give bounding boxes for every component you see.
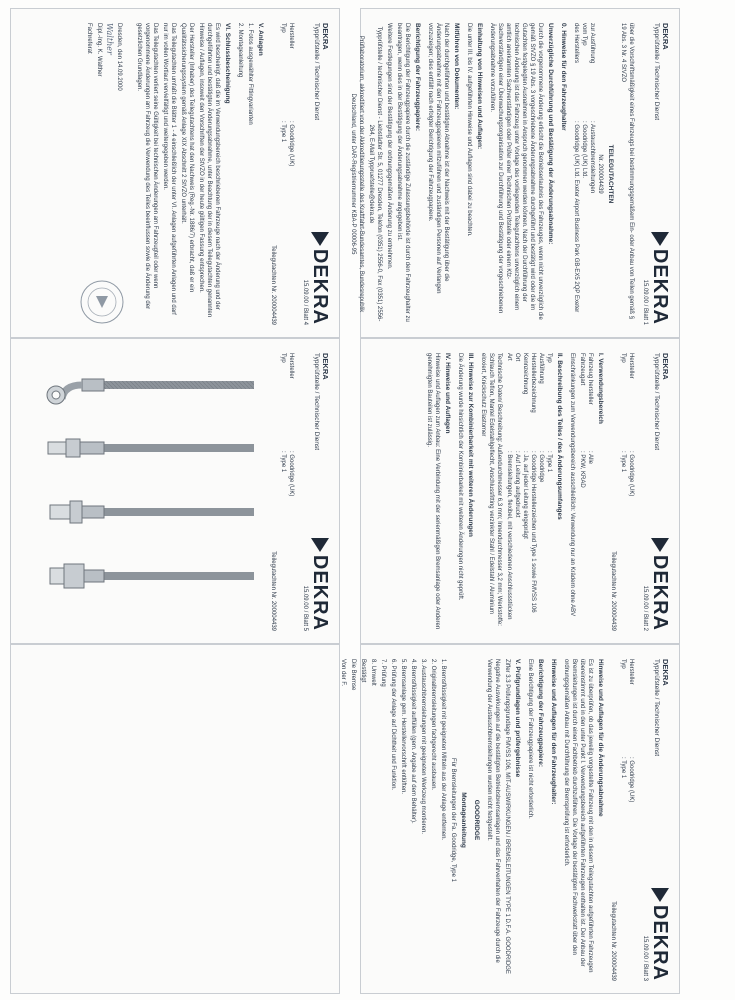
list-item: 6. Prüfung der Anlage auf Dichtheit und Funktion. xyxy=(390,659,396,791)
dekra-triangle-icon xyxy=(651,232,669,246)
section-heading: III. Hinweise zur Kombinierbarkeit mit weiteren Änderungen xyxy=(467,353,474,537)
company-name: DEKRA xyxy=(661,659,670,686)
field-row: Herstellerbezeichnung : Goodridge Herstellerzeichen und Type 1 sowie FMVSS 106 xyxy=(530,353,536,613)
paragraph: Für Bremsleitungen der Fa. Goodridge, Type 1 xyxy=(450,758,456,882)
signer-name: Dipl.-Ing. K. Walther xyxy=(96,23,102,77)
report-number: Nr. 200004439 xyxy=(597,154,603,194)
accreditation: Prüflaboratorium, akkreditiert von der Akkreditierungsstelle des Kraftfahrt-Bundesamtes, Bundesrepublik Deutschland, unter DAR-Registriernummer KBA-P 00006-95 xyxy=(350,35,364,313)
field-row: des Herstellers : Goodridge (UK) Ltd. Exeter Airport Business Park GB-EX5 2QP Exeter xyxy=(573,23,579,313)
page-number: 15.09.00 / Blatt 2 xyxy=(642,585,648,631)
footer-row: Von der F. xyxy=(340,659,346,687)
section-heading: II. Beschreibung des Teiles / des Änderungsumfanges xyxy=(556,353,563,520)
footer-row: Bestätigt xyxy=(360,659,366,683)
page-blatt-2 xyxy=(360,338,680,644)
section-heading: Berichtigung der Fahrzeugpapiere: xyxy=(537,659,544,767)
type-row: Typ : Type 1 xyxy=(280,23,286,143)
section-heading: IV. Hinweise und Auflagen xyxy=(444,353,451,434)
paragraph: Die Berichtigung der Fahrzeugpapiere durch die zuständige Zulassungsbehörde ist durch den Fahrzeughalter zu beantragen, wenn dies in der Bestätigung der Änderungsabnahme angegeben ist. xyxy=(396,23,410,322)
page-blatt-4 xyxy=(10,8,340,338)
section-heading: V. Anlagen xyxy=(257,23,264,56)
paragraph: Die unter III. bis IV. aufgeführten Hinweise und Auflagen sind dabei zu beachten. xyxy=(466,23,472,237)
address: Typprüfstelle / technischer Dienst - Liebstädter Str. 5, 01277 Dresden, Telefon (0351) 2556-0, Fax (0351) 2556-264, E-Mail Typpruefstelle@dekra.de xyxy=(368,26,382,322)
field-row: zur Ausführung : Austauschbremsleitungen xyxy=(589,23,595,194)
dekra-logo: DEKRA xyxy=(311,538,329,631)
paragraph: Negative Auswirkungen auf die bestätigten Betriebsbremsanlagen und das Fahrverhalten der Fahrzeuge durch die Verwendung der Austauschbremsleitungen wurden nicht festgestellt. xyxy=(486,659,500,963)
company-name: DEKRA xyxy=(661,353,670,380)
field-row: Fahrzeugart : PKW, KRAD xyxy=(579,353,585,488)
page-blatt-3 xyxy=(340,644,680,994)
brake-hose-male-fitting-photo xyxy=(44,492,254,532)
field-row: Kennzeichnung : Ja, auf jeder Leitung eingeprägt xyxy=(522,353,528,539)
list-item: 3. Austauschbremsleitungen mit geeigneten Werkzeug montieren. xyxy=(420,659,426,834)
section-heading: Montageanleitung xyxy=(460,792,467,848)
page-number: 15.09.00 / Blatt 1 xyxy=(642,279,648,325)
subsection-heading: Unverzügliche Durchführung und Bestätigung der Änderungsabnahme: xyxy=(547,23,554,245)
list-item: 7. Prüfung xyxy=(380,659,386,687)
department: Typprüfstelle / Technischer Dienst xyxy=(653,353,660,451)
paragraph: Technische Daten/ Beschreibung: Außendurchmesser 6,3 mm; Innendurchmesser 3,2 mm; Werkstoffe: Schlauch Teflon, Mantel Edelstahlgeflecht, Anschlussfitting verzinkter Stahl / Edelstahl / Aluminium eloxiert, Knickschutz Elastomer xyxy=(480,353,502,626)
type-row: Typ : Type 1 xyxy=(620,659,626,779)
company-name: DEKRA xyxy=(321,353,330,380)
page-blatt-5 xyxy=(10,338,340,644)
report-number: Teilegutachten Nr. 200004439 xyxy=(270,551,276,631)
paragraph: Ziffer 3.3 Prüfungsgrundlage FMVSS 106, MIT-AUSWIRKUNGEN / BREMSLEITUNGEN TYPE 1 D.F.A. GOODRIDGE xyxy=(504,659,510,974)
paragraph: Die Änderung wurde hinsichtlich der Kombinierbarkeit mit weiteren Änderungen nicht geprüft. xyxy=(457,353,463,601)
fitting-photos xyxy=(49,353,249,631)
brake-hose-female-fitting-photo xyxy=(44,556,254,596)
brake-hose-banjo-photo xyxy=(44,365,254,405)
handwritten-signature: Walther xyxy=(105,23,114,55)
manufacturer-row: Hersteller : Goodridge (UK) xyxy=(288,23,294,167)
section-heading: V. Prüfgrundlagen und prüfergebnisse xyxy=(514,659,521,778)
manufacturer-row: Hersteller : Goodridge (UK) xyxy=(288,353,294,497)
paragraph: Nach der durchgeführten und bestätigten Abnahme ist der Nachweis mit der Bestätigung über die Änderungsabnahme mit den Fahrzeugpapieren mitzuführen und zuständigen Personen auf Verlangen vorzuzeigen; dies entfällt nach erfolgter Berichtigung der Fahrzeugpapiere. xyxy=(427,23,449,294)
company-name: DEKRA xyxy=(321,23,330,50)
page-number: 15.09.00 / Blatt 3 xyxy=(642,935,648,981)
section-heading: I. Verwendungsbereich xyxy=(597,353,604,424)
subsection-heading: Berichtigung der Fahrzeugpapiere: xyxy=(414,23,421,131)
footer-row: Die Bremse xyxy=(350,659,356,691)
blank-page xyxy=(10,644,340,994)
department: Typprüfstelle / Technischer Dienst xyxy=(653,23,660,121)
field-row: Ort : Auf Leitung aufgedruckt xyxy=(514,353,520,518)
paragraph: Der Hersteller (Inhaber) des Teilegutachtens hat den Nachweis (Reg.-Nr. 1886/7) erbracht, daß er ein Qualitätssicherungssystem gemäß Anlage XIX Abschnitt 2 StVZO unterhält. xyxy=(180,23,194,293)
report-title: TEILEGUTACHTEN xyxy=(607,144,614,204)
list-item: 1. Bremsflüssigkeit mit geeigneten Mitteln aus der Anlage entfernen. xyxy=(440,659,446,841)
paragraph: Das Teilegutachten umfaßt die Blätter 1 - 4 einschließlich der unter VI. Anlagen aufgeführten Anlagen und darf nur im vollen Wortlaut vervielfältigt und weitergegeben werden. xyxy=(162,23,176,315)
subsection-heading: Mitführen von Dokumenten: xyxy=(453,23,460,110)
list-item: 5. Bremsanlage gem. Herstellervorschrift entlüften. xyxy=(400,659,406,795)
page-number: 15.09.00 / Blatt 5 xyxy=(302,585,308,631)
department: Typprüfstelle / Technischer Dienst xyxy=(653,659,660,757)
report-number: Teilegutachten Nr. 200004439 xyxy=(610,901,616,981)
dekra-logo: DEKRA xyxy=(651,232,669,325)
paragraph: Weitere Festlegungen sind der Bestätigung der ordnungsgemäßen Änderung zu entnehmen. xyxy=(386,23,392,270)
type-row: Typ : Type 1 xyxy=(620,353,626,473)
manufacturer-row: Hersteller : Goodridge (UK) xyxy=(628,659,634,803)
field-row: Fahrzeug hersteller : Alle xyxy=(587,353,593,465)
page-number: 15.09.00 / Blatt 4 xyxy=(302,279,308,325)
section-heading: GOODRIDGE xyxy=(473,799,480,841)
dekra-triangle-icon xyxy=(651,888,669,902)
field-row: vom Typ : Goodridge (UK) Ltd. xyxy=(581,23,587,179)
paragraph: Einschränkungen zum Verwendungsbereich ausschließlich: Verwendung nur an Krädern ohne ABV xyxy=(569,353,575,617)
list-item: 2. Originalbremsleitungen fachgerecht ausbauen. xyxy=(430,659,436,791)
paragraph: Das Teilegutachten verliert seine Gültigkeit bei technischen Änderungen am Fahrzeugteil oder wenn vorgenommene Änderungen am Fahrzeug die Verwendung des Teiles beeinflussen sowie die Änderung der gesetzlichen Grundlagen. xyxy=(136,23,158,310)
list-item: 1. Fotos ausgewählter Fittingvarianten xyxy=(247,23,253,125)
manufacturer-row: Hersteller : Goodridge (UK) xyxy=(628,353,634,497)
list-item: 4. Bremsflüssigkeit auffüllen (gem. Angabe auf dem Behälter). xyxy=(410,659,416,824)
signer-role: Fachreferat xyxy=(86,23,92,54)
field-row: Typ : Type 1 xyxy=(546,353,552,473)
dekra-triangle-icon xyxy=(311,538,329,552)
company-name: DEKRA xyxy=(661,23,670,50)
list-item: 8. Umwelt xyxy=(370,659,376,686)
dekra-triangle-icon xyxy=(311,232,329,246)
dekra-logo: DEKRA xyxy=(311,232,329,325)
subsection-heading: Einhaltung von Hinweisen und Auflagen: xyxy=(476,23,483,150)
section-heading: VI. Schlussbescheinigung xyxy=(224,23,231,104)
dekra-triangle-icon xyxy=(651,538,669,552)
section-heading: Hinweise und Auflagen für den Fahrzeughalter: xyxy=(550,659,557,805)
dekra-logo: DEKRA xyxy=(651,888,669,981)
report-number: Teilegutachten Nr. 200004439 xyxy=(270,245,276,325)
section-heading: 0. Hinweise für den Fahrzeughalter xyxy=(560,23,567,131)
page-blatt-1 xyxy=(350,8,680,338)
intro-text: über die Vorschriftsmäßigkeit eines Fahrzeugs bei bestimmungsgemäßem Ein- oder Anbau von Teilen gemäß § 19 Abs. 3 Nr. 4 StVZO xyxy=(620,23,634,320)
paragraph: Es wird bescheinigt, daß die im Verwendungsbereich beschriebenen Fahrzeuge nach der Änderung und der durchgeführten und bestätigten Änderungsabnahme, unter Beachtung der in diesem Teilegutachten genannten Hinweise / Auflagen, insoweit den Vorschriften der StVZO in der heute gültigen Fassung entsprechen. xyxy=(198,23,220,318)
type-row: Typ : Type 1 xyxy=(280,353,286,473)
paragraph: Durch die vorgenommene Änderung erlischt die Betriebserlaubnis des Fahrzeuges, wenn nicht unverzüglich die gemäß StVZO § 19 Abs. 3 vorgeschriebene Änderungsabnahme durchgeführt und bestätigt wird oder die im Gutachten festgelegten Ausnahmen in Anspruch genommen werden können. Nach der Durchführung der technischen Änderung ist das Fahrzeug unter Vorlage des vorliegenden Teilegutachtens unverzüglich einem amtlich anerkannten Sachverständigen oder Prüfer einer Technischen Prüfstelle oder einem Kfz-Sachverständigen einer Überwachungsorganisation zur Durchführung und Bestätigung der vorgeschriebenen Änderungsabnahme vorzuführen. xyxy=(489,23,543,320)
place-date: Dresden, den 14.09.2000 xyxy=(116,23,122,91)
field-row: Ausführung : Goodridge xyxy=(538,353,544,483)
section-heading: Hinweise und Auflagen für die Änderungsabnahme xyxy=(597,659,604,817)
paragraph: Eine Berichtigung der Fahrzeugpapiere ist nicht erforderlich. xyxy=(527,659,533,819)
brake-hose-straight-fitting-photo xyxy=(44,428,254,468)
paragraph: Hinweise und Auflagen zum Anbau: Eine Verbindung mit der serienmäßigen Bremsanlage oder Anderen genehmigten Bauteilen ist zulässig. xyxy=(426,353,440,630)
paragraph: Es ist zu überprüfen, ob das jeweilig vorgestellte Fahrzeug mit den in diesem Teilegutachten aufgeführten Fahrzeugen übereinstimmt und in den unter Punkt I. Verwendungsbereich aufgeführten Fahrzeugen enthalten ist. Der Anbau der Bremsleitungen ist durch einen Fachbetrieb durchzuführen. Die Vorlage der bestätigten Fachwerkstatt über den ordnungsgemäßen Anbau mit Durchführung der Bremsprüfung ist erforderlich. xyxy=(563,659,593,973)
field-row: Art : Bremsleitungen, flexibel, mit verschiedenen Anschlussstücken xyxy=(506,353,512,620)
department: Typprüfstelle / Technischer Dienst xyxy=(313,353,320,451)
official-seal-icon xyxy=(79,279,125,325)
list-item: 2. Montageanleitung xyxy=(237,23,243,78)
dekra-logo: DEKRA xyxy=(651,538,669,631)
department: Typprüfstelle / Technischer Dienst xyxy=(313,23,320,121)
report-number: Teilegutachten Nr. 200004439 xyxy=(610,551,616,631)
